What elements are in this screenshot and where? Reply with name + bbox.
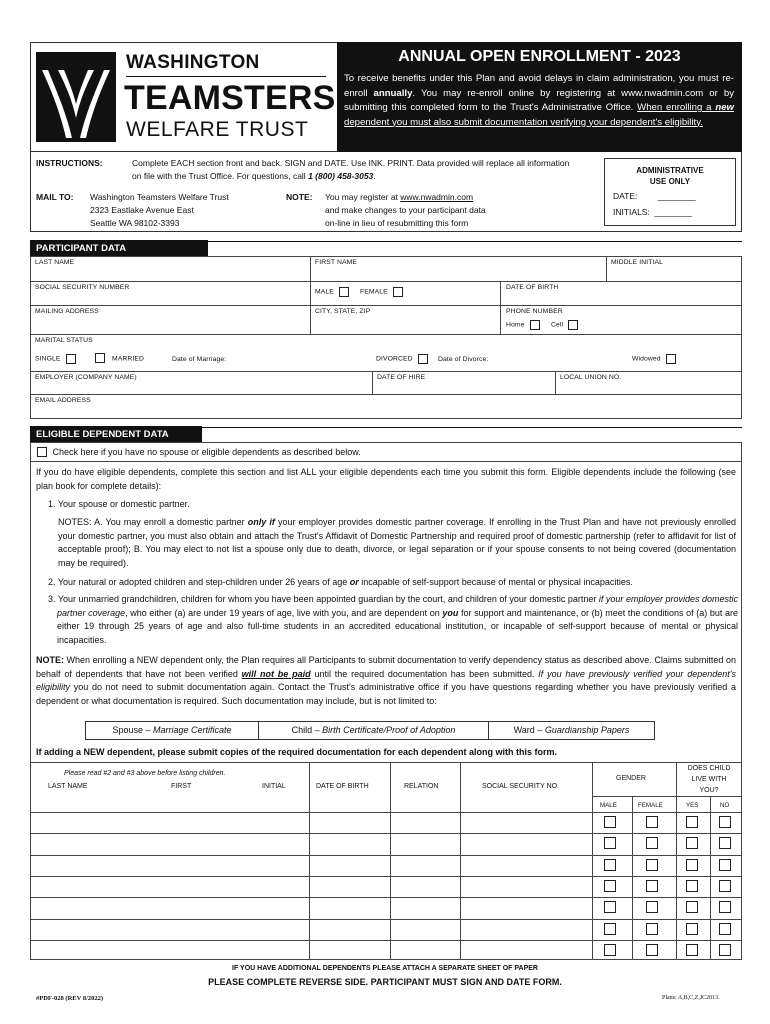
male-checkbox[interactable]	[604, 880, 616, 892]
male-checkbox[interactable]	[604, 901, 616, 913]
form-number: #PDF-028 (REV 8/2022)	[36, 995, 104, 1002]
admin-date: DATE: ________	[613, 191, 696, 201]
footer-complete-note: PLEASE COMPLETE REVERSE SIDE. PARTICIPANT MUST SIGN AND DATE FORM.	[208, 977, 562, 987]
participant-section-title: PARTICIPANT DATA	[30, 240, 208, 256]
grid-vline	[372, 371, 373, 394]
doc-ward: Ward – Guardianship Papers	[489, 721, 655, 740]
table-note: Please read #2 and #3 above before listing children.	[64, 770, 226, 777]
lives-no-checkbox[interactable]	[719, 923, 731, 935]
marital-status-label: MARITAL STATUS	[35, 337, 93, 344]
male-checkbox[interactable]	[604, 859, 616, 871]
grid-line	[30, 394, 742, 395]
col-yes: YES	[686, 802, 699, 809]
dependent-notes: NOTES: A. You may enroll a domestic partner only if your employer provides domestic partner coverage. If enrolling in the Trust Plan and have not previously enrolled your domestic partner, you must also obtain and attach the Trust's Affidavit of Domestic Partnership and required proof of domestic partnership (refer to affidavit for list of acceptable proof); B. You may elect to not list a spouse only due to death, divorce, or legal separation or if your spouse consents to not being covered (documentation may be required).	[58, 517, 737, 568]
col-male: MALE	[600, 802, 617, 809]
lives-no-checkbox[interactable]	[719, 944, 731, 956]
mail-address: Washington Teamsters Welfare Trust 2323 Eastlake Avenue East Seattle WA 98102-3393	[90, 192, 229, 228]
dependent-check-row-line	[30, 461, 742, 462]
married-option: MARRIED	[112, 355, 145, 363]
male-checkbox[interactable]	[339, 287, 349, 297]
col-dob: DATE OF BIRTH	[316, 783, 369, 790]
lives-no-checkbox[interactable]	[719, 880, 731, 892]
table-subheader-line	[592, 796, 742, 797]
widowed-checkbox[interactable]	[666, 354, 676, 364]
single-option: SINGLE	[35, 354, 76, 364]
female-checkbox[interactable]	[646, 880, 658, 892]
col-no: NO	[720, 802, 730, 809]
employer-field[interactable]: EMPLOYER (COMPANY NAME)	[35, 374, 137, 381]
mail-to-label: MAIL TO:	[36, 192, 74, 202]
grid-vline	[555, 371, 556, 394]
female-checkbox[interactable]	[646, 944, 658, 956]
no-dependents-option: Check here if you have no spouse or eligible dependents as described below.	[37, 446, 361, 457]
table-row[interactable]	[30, 812, 742, 833]
home-checkbox[interactable]	[530, 320, 540, 330]
home-option: Home	[506, 320, 540, 330]
date-of-divorce-field[interactable]: Date of Divorce:	[438, 356, 489, 363]
instructions-text: Complete EACH section front and back. SIGN and DATE. Use INK. PRINT. Data provided will replace all information on file with the Trust Office. For questions, call 1 (800) 458-3053.	[132, 158, 570, 181]
col-initial: INITIAL	[262, 783, 286, 790]
divorced-checkbox[interactable]	[418, 354, 428, 364]
col-gender: GENDER	[616, 775, 646, 782]
note-label: NOTE:	[286, 192, 313, 202]
dob-field[interactable]: DATE OF BIRTH	[506, 284, 559, 291]
female-checkbox[interactable]	[646, 923, 658, 935]
lives-yes-checkbox[interactable]	[686, 880, 698, 892]
col-lives-with: DOES CHILD LIVE WITH YOU?	[687, 765, 731, 794]
lives-no-checkbox[interactable]	[719, 859, 731, 871]
phone-number-field[interactable]: PHONE NUMBER	[506, 308, 563, 315]
female-checkbox[interactable]	[646, 859, 658, 871]
col-relation: RELATION	[404, 783, 439, 790]
form-title: ANNUAL OPEN ENROLLMENT - 2023	[398, 48, 681, 65]
lives-yes-checkbox[interactable]	[686, 944, 698, 956]
male-checkbox[interactable]	[604, 816, 616, 828]
cell-checkbox[interactable]	[568, 320, 578, 330]
first-name-field[interactable]: FIRST NAME	[315, 259, 358, 266]
female-option: FEMALE	[360, 287, 403, 297]
col-first: FIRST	[171, 783, 192, 790]
lives-yes-checkbox[interactable]	[686, 837, 698, 849]
doc-spouse: Spouse – Marriage Certificate	[85, 721, 259, 740]
lives-yes-checkbox[interactable]	[686, 859, 698, 871]
lives-yes-checkbox[interactable]	[686, 901, 698, 913]
logo-text-welfare-trust: WELFARE TRUST	[126, 118, 309, 141]
nwadmin-link[interactable]: www.nwadmin.com	[400, 192, 474, 202]
male-option: MALE	[315, 287, 349, 297]
grid-vline	[606, 256, 607, 281]
lives-no-checkbox[interactable]	[719, 816, 731, 828]
middle-initial-field[interactable]: MIDDLE INITIAL	[611, 259, 664, 266]
note-text: You may register at www.nwadmin.com and make changes to your participant data on-line in lieu of resubmitting this form	[325, 192, 486, 228]
email-field[interactable]: EMAIL ADDRESS	[35, 397, 91, 404]
dependent-item-1: 1. Your spouse or domestic partner.	[48, 499, 190, 509]
grid-vline	[500, 281, 501, 334]
female-checkbox[interactable]	[646, 816, 658, 828]
grid-line	[30, 281, 742, 282]
lives-yes-checkbox[interactable]	[686, 923, 698, 935]
doc-child: Child – Birth Certificate/Proof of Adoption	[259, 721, 489, 740]
logo-text-teamsters: TEAMSTERS	[124, 79, 336, 117]
dependent-note: NOTE: When enrolling a NEW dependent only, the Plan requires all Participants to submit documentation to verify dependency status as described above. Claims submitted on behalf of dependents that have not been verified will not be paid until the required documentation has been submitted. If you have previously verified your dependent's eligibility you do not need to submit documentation again. Contact the Trust's administrative office if you have questions regarding whether you have previously verified a dependent or what documentation is required. Such documentation may include, but is not limited to:	[36, 655, 736, 706]
table-row[interactable]	[30, 855, 742, 876]
col-ssn: SOCIAL SECURITY NO.	[482, 783, 560, 790]
female-checkbox[interactable]	[646, 837, 658, 849]
cell-option: Cell	[551, 320, 578, 330]
logo-mark-icon	[36, 52, 116, 142]
female-checkbox[interactable]	[393, 287, 403, 297]
local-union-field[interactable]: LOCAL UNION NO.	[560, 374, 622, 381]
table-row[interactable]	[30, 919, 742, 940]
dependent-item-2: 2. Your natural or adopted children and step-children under 26 years of age or incapable of self-support because of mental or physical incapacities.	[48, 577, 633, 587]
no-dependents-checkbox[interactable]	[37, 447, 47, 457]
male-checkbox[interactable]	[604, 837, 616, 849]
male-checkbox[interactable]	[604, 944, 616, 956]
lives-no-checkbox[interactable]	[719, 837, 731, 849]
table-row[interactable]	[30, 897, 742, 918]
header-intro: To receive benefits under this Plan and avoid delays in claim administration, you must re-enroll annually. You may re-enroll online by registering at www.nwadmin.com or by submitting this completed form to the Trust's Administrative Office. When enrolling a new dependent you must also submit documentation verifying your dependent's eligibility.	[344, 73, 734, 128]
last-name-field[interactable]: LAST NAME	[35, 259, 75, 266]
logo-divider	[126, 76, 326, 77]
ssn-field[interactable]: SOCIAL SECURITY NUMBER	[35, 284, 130, 291]
widowed-option: Widowed	[632, 354, 676, 364]
adding-new-note: If adding a NEW dependent, please submit copies of the required documentation for each dependent along with this form.	[36, 747, 558, 757]
dependent-item-3: 3. Your unmarried grandchildren, children for whom you have been appointed guardian by the court, and children of your domestic partner if your employer provides domestic partner coverage, who either (a) are under 19 years of age, live with you, and are dependent on you for support and maintenance, or (b) meet the conditions of (a) but are either 19 through 25 years of age and also full-time students in an accredited educational institution, or incapable of self-support because of mental or physical incapacities.	[48, 594, 738, 645]
table-row[interactable]	[30, 876, 742, 897]
title-panel	[337, 42, 742, 152]
grid-vline	[310, 256, 311, 334]
grid-line	[30, 305, 742, 306]
lives-yes-checkbox[interactable]	[686, 816, 698, 828]
trust-logo	[36, 52, 116, 142]
date-of-marriage-field[interactable]: Date of Marriage:	[172, 356, 227, 363]
date-of-hire-field[interactable]: DATE OF HIRE	[377, 374, 426, 381]
lives-no-checkbox[interactable]	[719, 901, 731, 913]
footer-attach-note: IF YOU HAVE ADDITIONAL DEPENDENTS PLEASE ATTACH A SEPARATE SHEET OF PAPER	[232, 965, 538, 972]
female-checkbox[interactable]	[646, 901, 658, 913]
plans-code: Plans: A,B,C,Z,JC2013.	[662, 995, 720, 1001]
grid-line	[30, 334, 742, 335]
logo-text-washington: WASHINGTON	[126, 52, 260, 73]
table-row[interactable]	[30, 940, 742, 961]
col-last-name: LAST NAME	[48, 783, 88, 790]
col-female: FEMALE	[638, 802, 663, 809]
instructions-label: INSTRUCTIONS:	[36, 158, 103, 168]
married-box[interactable]	[95, 353, 105, 363]
admin-use-box	[604, 158, 736, 226]
admin-title: ADMINISTRATIVE USE ONLY	[636, 166, 704, 186]
dependent-section-title: ELIGIBLE DEPENDENT DATA	[30, 426, 202, 442]
mailing-address-field[interactable]: MAILING ADDRESS	[35, 308, 99, 315]
male-checkbox[interactable]	[604, 923, 616, 935]
single-checkbox[interactable]	[66, 354, 76, 364]
divorced-option: DIVORCED	[376, 354, 428, 364]
admin-initials: INITIALS: ________	[613, 207, 693, 217]
city-state-zip-field[interactable]: CITY, STATE, ZIP	[315, 308, 371, 315]
grid-line	[30, 371, 742, 372]
dependent-intro: If you do have eligible dependents, complete this section and list ALL your eligible dependents each time you submit this form. Eligible dependents include the following (see plan book for complete details):	[36, 467, 736, 491]
table-row[interactable]	[30, 833, 742, 854]
